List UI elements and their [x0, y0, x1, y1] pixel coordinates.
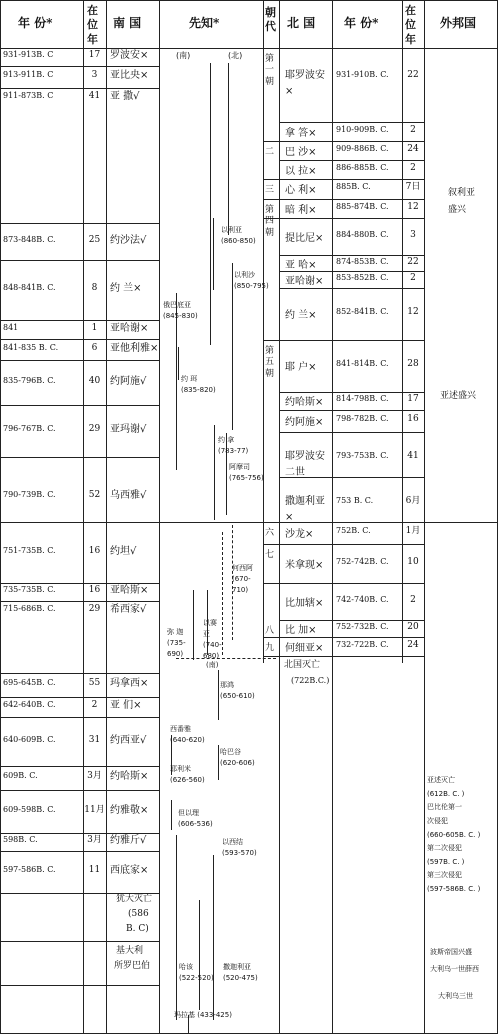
north-reign-cell: 41	[407, 451, 419, 461]
north-king-cell: 米拿现×	[285, 560, 324, 571]
north-reign-cell: 10	[407, 557, 419, 567]
south-king-cell: 亚比央×	[110, 70, 149, 81]
prophet-label: 何西阿 (670- 710)	[232, 564, 253, 594]
south-years-cell: 835-796B. C.	[3, 376, 56, 385]
north-reign-cell: 1月	[405, 526, 421, 536]
prophet-label: 约 珥 (835-820)	[181, 375, 216, 394]
north-years-cell: 852-841B. C.	[336, 307, 389, 316]
column-rule	[106, 0, 107, 1034]
column-rule	[83, 0, 84, 1034]
north-years-cell: 885B. C.	[336, 182, 371, 191]
prophet-label: 俄巴底亚 (845-830)	[163, 301, 198, 320]
row-rule	[263, 340, 279, 341]
foreign-note: 叙利亚 盛兴	[448, 188, 476, 216]
header-north-dynasty: 朝 代	[265, 6, 276, 34]
south-reign-cell: 55	[88, 678, 101, 688]
north-years-cell: 910-909B. C.	[336, 125, 389, 134]
north-reign-cell: 2	[410, 125, 416, 135]
south-years-cell: 609B. C.	[3, 771, 38, 780]
column-rule	[228, 63, 229, 235]
column-rule	[218, 670, 219, 720]
south-reign-cell: 3月	[87, 835, 102, 845]
prophet-label: 弥 迦 (735- 690)	[167, 628, 186, 658]
prophet-label: 耶利米 (626-560)	[170, 765, 205, 784]
header-south-years: 年 份*	[18, 16, 53, 30]
row-rule	[0, 339, 159, 340]
column-rule	[199, 900, 200, 1010]
row-rule	[279, 199, 424, 200]
dynasty-marker: 七	[265, 550, 275, 560]
row-rule	[0, 583, 159, 584]
north-years-cell: 909-886B. C.	[336, 144, 389, 153]
north-reign-cell: 22	[407, 257, 419, 267]
south-king-cell: 亚 们×	[110, 700, 142, 711]
prophet-label: 以利沙 (850-795)	[234, 271, 269, 290]
prophet-label: 西番雅 (640-620)	[170, 725, 205, 744]
row-rule	[424, 48, 497, 49]
south-years-cell: 640-609B. C.	[3, 735, 56, 744]
row-rule	[279, 392, 424, 393]
south-king-cell: 西底家×	[110, 865, 149, 876]
south-reign-cell: 16	[88, 585, 101, 595]
north-reign-cell: 2	[410, 163, 416, 173]
column-rule	[424, 0, 425, 1034]
south-king-cell: 亚玛谢√	[110, 424, 147, 435]
north-years-cell: 885-874B. C.	[336, 202, 389, 211]
north-years-cell: 742-740B. C.	[336, 595, 389, 604]
north-reign-cell: 20	[407, 622, 419, 632]
south-reign-cell: 41	[88, 91, 101, 101]
prophet-heading-south-2: (南)	[206, 661, 219, 669]
north-king-cell: 沙龙×	[285, 529, 314, 540]
prophet-heading-south: (南)	[176, 51, 191, 60]
captive-line: 所罗巴伯	[114, 961, 151, 971]
north-reign-cell: 2	[410, 595, 416, 605]
row-rule	[0, 0, 497, 1]
row-rule	[0, 717, 159, 718]
south-years-cell: 598B. C.	[3, 835, 38, 844]
north-years-cell: 884-880B. C.	[336, 230, 389, 239]
row-rule	[0, 941, 159, 942]
header-north-kingdom: 北 国	[287, 16, 316, 30]
south-king-cell: 约 兰×	[110, 283, 142, 294]
north-years-cell: 874-853B. C.	[336, 257, 389, 266]
column-rule	[213, 855, 214, 1020]
north-years-cell: 752-742B. C.	[336, 557, 389, 566]
captive-line: 基大利	[116, 946, 144, 956]
row-rule	[0, 766, 159, 767]
row-rule	[176, 658, 276, 659]
south-reign-cell: 16	[88, 546, 101, 556]
south-years-cell: 848-841B. C.	[3, 283, 56, 292]
south-reign-cell: 11	[88, 865, 101, 875]
header-north-reign: 在 位 年	[405, 4, 416, 46]
south-reign-cell: 2	[91, 700, 98, 710]
foreign-note: 亚述盛兴	[440, 391, 477, 401]
north-years-cell: 793-753B. C.	[336, 451, 389, 460]
column-rule	[178, 347, 179, 380]
row-rule	[0, 985, 159, 986]
row-rule	[0, 48, 497, 49]
south-reign-cell: 3	[91, 70, 98, 80]
north-reign-cell: 6月	[405, 496, 421, 506]
south-king-cell: 约哈斯×	[110, 771, 149, 782]
south-years-cell: 911-873B. C	[3, 91, 54, 100]
north-years-cell: 798-782B. C.	[336, 414, 389, 423]
north-king-cell: 比加辖×	[285, 598, 324, 609]
south-reign-cell: 40	[88, 376, 101, 386]
row-rule	[0, 457, 159, 458]
column-rule	[210, 63, 211, 345]
column-rule	[218, 745, 219, 780]
north-years-cell: 841-814B. C.	[336, 359, 389, 368]
south-king-cell: 约雅敬×	[110, 805, 149, 816]
north-reign-cell: 16	[407, 414, 419, 424]
dynasty-marker: 第 四 朝	[265, 205, 275, 238]
south-years-cell: 695-645B. C.	[3, 678, 56, 687]
north-reign-cell: 28	[407, 359, 419, 369]
column-rule	[214, 425, 215, 520]
row-rule	[0, 790, 159, 791]
south-king-cell: 亚哈斯×	[110, 585, 149, 596]
south-king-cell: 约阿施√	[110, 376, 147, 387]
south-years-cell: 642-640B. C.	[3, 700, 56, 709]
row-rule	[279, 255, 424, 256]
south-years-cell: 715-686B. C.	[3, 604, 56, 613]
prophet-label: 玛拉基 (433-425)	[174, 1011, 232, 1019]
row-rule	[0, 697, 159, 698]
south-years-cell: 609-598B. C.	[3, 805, 56, 814]
north-king-cell: 约 兰×	[285, 310, 317, 321]
row-rule	[0, 223, 159, 224]
south-king-cell: 亚他利雅×	[110, 343, 159, 354]
row-rule	[0, 522, 497, 523]
south-reign-cell: 29	[88, 604, 101, 614]
row-rule	[0, 260, 159, 261]
north-years-cell: 931-910B. C.	[336, 70, 389, 79]
south-years-cell: 735-735B. C.	[3, 585, 56, 594]
north-king-cell: 约阿施×	[285, 417, 324, 428]
south-reign-cell: 25	[88, 235, 101, 245]
row-rule	[263, 583, 424, 584]
north-king-cell: 提比尼×	[285, 233, 324, 244]
dynasty-marker: 三	[265, 185, 275, 195]
prophet-label: 约 拿 (783-77)	[218, 436, 249, 455]
north-reign-cell: 12	[407, 307, 419, 317]
south-reign-cell: 29	[88, 424, 101, 434]
south-king-cell: 玛拿西×	[110, 678, 149, 689]
prophet-label: 阿摩司 (765-756)	[229, 463, 264, 482]
row-rule	[0, 851, 159, 852]
north-king-cell: 比 加×	[285, 625, 317, 636]
foreign-note: 波斯帝国兴盛 大利乌一世薛西	[430, 948, 479, 973]
south-king-cell: 亚哈谢×	[110, 323, 149, 334]
north-king-cell: 亚 哈×	[285, 260, 317, 271]
header-foreign: 外邦国	[440, 16, 477, 30]
south-reign-cell: 1	[91, 323, 98, 333]
north-king-cell: 撒迦利亚 ×	[285, 496, 325, 523]
south-years-cell: 841-835 B. C.	[3, 343, 59, 352]
row-rule	[0, 88, 159, 89]
row-rule	[0, 601, 159, 602]
row-rule	[263, 199, 279, 200]
row-rule	[279, 340, 424, 341]
prophet-label: 哈巴谷 (620-606)	[220, 748, 255, 767]
column-rule	[0, 0, 1, 1034]
row-rule	[263, 141, 279, 142]
column-rule	[279, 0, 280, 663]
dynasty-marker: 八	[265, 626, 275, 636]
dynasty-marker: 第 一 朝	[265, 54, 275, 87]
dynasty-marker: 九	[265, 643, 275, 653]
north-years-cell: 753 B. C.	[336, 496, 374, 505]
south-reign-cell: 11月	[84, 805, 105, 815]
row-rule	[0, 360, 159, 361]
israel-fall-text: (722B.C.)	[291, 676, 330, 685]
south-years-cell: 931-913B. C	[3, 50, 54, 59]
judah-fall-text: B. C)	[126, 924, 149, 934]
north-king-cell: 心 利×	[285, 185, 317, 196]
prophet-label: 撒迦利亚 (520-475)	[223, 963, 258, 982]
south-reign-cell: 31	[88, 735, 101, 745]
north-years-cell: 752-732B. C.	[336, 622, 389, 631]
row-rule	[263, 544, 424, 545]
row-rule	[0, 66, 159, 67]
header-south-reign: 在 位 年	[87, 4, 98, 46]
south-reign-cell: 8	[91, 283, 98, 293]
dynasty-marker: 第 五 朝	[265, 346, 275, 379]
north-reign-cell: 24	[407, 640, 419, 650]
north-king-cell: 约哈斯×	[285, 397, 324, 408]
prophet-heading-north: (北)	[228, 51, 243, 60]
column-rule	[332, 663, 333, 1034]
south-king-cell: 乌西雅√	[110, 490, 147, 501]
north-reign-cell: 12	[407, 202, 419, 212]
south-years-cell: 751-735B. C.	[3, 546, 56, 555]
column-rule	[159, 0, 160, 1034]
column-rule	[213, 218, 214, 290]
north-reign-cell: 3	[410, 230, 416, 240]
judah-fall-text: (586	[128, 909, 149, 919]
south-years-cell: 873-848B. C.	[3, 235, 56, 244]
foreign-note: 大利乌三世	[438, 992, 473, 1000]
north-years-cell: 814-798B. C.	[336, 394, 389, 403]
judah-fall-text: 犹大灭亡	[116, 894, 153, 904]
row-rule	[263, 179, 279, 180]
column-rule	[171, 800, 172, 830]
row-rule	[0, 320, 159, 321]
south-king-cell: 约坦√	[110, 546, 137, 557]
dynasty-marker: 六	[265, 528, 275, 538]
north-king-cell: 耶罗波安 二世	[285, 451, 325, 478]
south-years-cell: 841	[3, 323, 19, 332]
north-years-cell: 752B. C.	[336, 526, 371, 535]
south-king-cell: 约西亚√	[110, 735, 147, 746]
north-reign-cell: 22	[407, 70, 419, 80]
row-rule	[0, 833, 159, 834]
south-years-cell: 597-586B. C.	[3, 865, 56, 874]
north-years-cell: 886-885B. C.	[336, 163, 389, 172]
north-king-cell: 耶罗波安 ×	[285, 70, 325, 97]
column-rule	[279, 663, 280, 1034]
south-reign-cell: 17	[88, 50, 101, 60]
south-reign-cell: 52	[88, 490, 101, 500]
south-king-cell: 罗波安×	[110, 50, 149, 61]
prophet-label: 以西结 (593-570)	[222, 838, 257, 857]
north-reign-cell: 7日	[405, 182, 421, 192]
north-years-cell: 853-852B. C.	[336, 273, 389, 282]
israel-fall-text: 北国灭亡	[284, 660, 321, 670]
north-king-cell: 亚哈谢×	[285, 276, 324, 287]
south-reign-cell: 3月	[87, 771, 102, 781]
header-south-kingdom: 南 国	[113, 16, 142, 30]
row-rule	[279, 432, 424, 433]
north-king-cell: 以 拉×	[285, 166, 317, 177]
prophet-label: 那鸿 (650-610)	[220, 681, 255, 700]
north-reign-cell: 24	[407, 144, 419, 154]
south-king-cell: 希西家√	[110, 604, 147, 615]
foreign-note: 亚述灭亡 (612B. C. ) 巴比伦第一 次侵犯 (660-605B. C. ) 第二次侵犯 (597B. C. ) 第三次侵犯 (597-586B. C. )	[427, 776, 481, 894]
south-years-cell: 913-911B. C	[3, 70, 54, 79]
north-king-cell: 暗 利×	[285, 205, 317, 216]
column-rule	[222, 532, 223, 655]
header-north-years: 年 份*	[344, 16, 379, 30]
prophet-label: 但以理 (606-536)	[178, 809, 213, 828]
header-prophets: 先知*	[189, 16, 220, 30]
north-king-cell: 何细亚×	[285, 643, 324, 654]
south-king-cell: 约沙法√	[110, 235, 147, 246]
row-rule	[279, 122, 424, 123]
south-king-cell: 约雅斤√	[110, 835, 147, 846]
north-king-cell: 耶 户×	[285, 362, 317, 373]
north-king-cell: 拿 答×	[285, 128, 317, 139]
south-king-cell: 亚 撒√	[110, 91, 140, 102]
column-rule	[263, 0, 264, 663]
north-years-cell: 732-722B. C.	[336, 640, 389, 649]
north-reign-cell: 2	[410, 273, 416, 283]
column-rule	[176, 835, 177, 1020]
prophet-label: 以赛 亚 (740- 680)	[203, 619, 222, 660]
column-rule	[332, 0, 333, 663]
south-years-cell: 790-739B. C.	[3, 490, 56, 499]
row-rule	[0, 405, 159, 406]
south-years-cell: 796-767B. C.	[3, 424, 56, 433]
prophet-label: 哈该 (522-520)	[179, 963, 214, 982]
dynasty-marker: 二	[265, 147, 275, 157]
row-rule	[0, 673, 159, 674]
north-king-cell: 巴 沙×	[285, 147, 317, 158]
column-rule	[232, 263, 233, 430]
row-rule	[279, 620, 424, 621]
prophet-label: 以利亚 (860-850)	[221, 226, 256, 245]
south-reign-cell: 6	[91, 343, 98, 353]
north-reign-cell: 17	[407, 394, 419, 404]
column-rule	[193, 590, 194, 660]
